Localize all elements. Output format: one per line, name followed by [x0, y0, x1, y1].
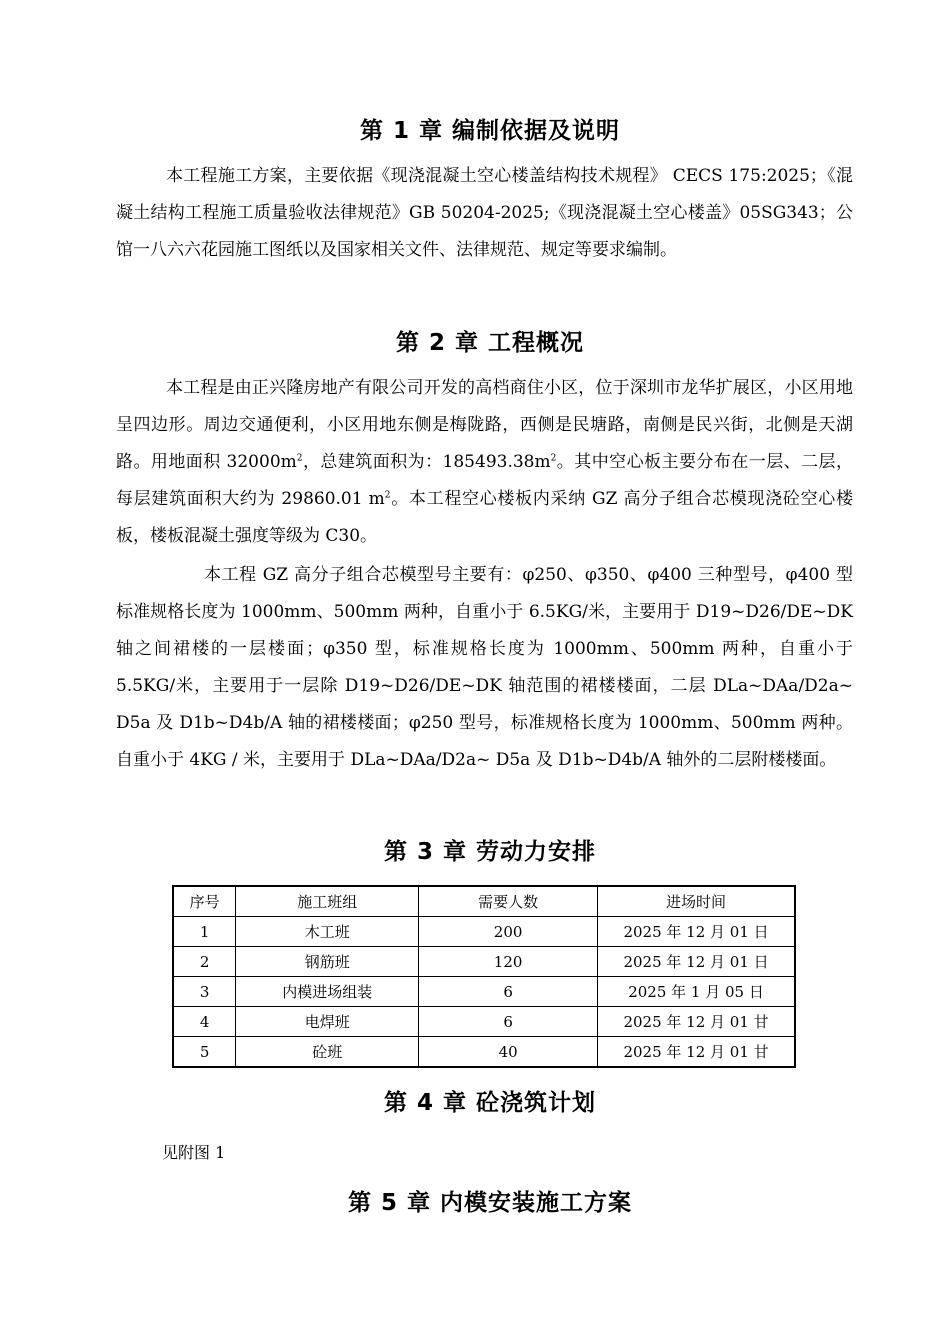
cell-entry-date: 2025 年 1 月 05 日 [598, 977, 795, 1007]
table-header-row [173, 886, 795, 917]
cell-headcount: 40 [419, 1037, 598, 1068]
chapter-2-title: 第 2 章 工程概况 [395, 330, 585, 356]
cell-headcount: 120 [419, 947, 598, 977]
cell-entry-date: 2025 年 12 月 01 甘 [598, 1037, 795, 1068]
labor-table [172, 885, 796, 1068]
cell-team: 钢筋班 [236, 947, 419, 977]
chapter-1-body: 本工程施工方案，主要依据《现浇混凝土空心楼盖结构技术规程》 CECS 175:2025；《混凝土结构工程施工质量验收法律规范》GB 50204-2025;《现浇混凝土空心楼盖》05SG343；公馆一八六六花园施工图纸以及国家相关文件、法律规范、规定等要求编制。 [116, 166, 853, 260]
chapter-2-paragraph-1: 本工程是由正兴隆房地产有限公司开发的高档商住小区，位于深圳市龙华扩展区，小区用地呈四边形。周边交通便利，小区用地东侧是梅陇路，西侧是民塘路，南侧是民兴街，北侧是天湖路。用地面积 $32000m^2$，总建筑面积为：$185493.38m^2$。其中空心板主要分布在一层、二层，每层建筑面积大约为 29860.01 $m^2$。本工程空心楼板内采纳 GZ 高分子组合芯模现浇砼空心楼板，楼板混凝土强度等级为 C30。 [116, 378, 853, 546]
cell-team: 木工班 [236, 917, 419, 947]
cell-headcount: 6 [419, 977, 598, 1007]
cell-seq: 5 [173, 1037, 236, 1068]
cell-headcount: 200 [419, 917, 598, 947]
chapter-3-title: 第 3 章 劳动力安排 [383, 839, 597, 865]
table-row [173, 917, 795, 947]
chapter-1-title: 第 1 章 编制依据及说明 [359, 118, 621, 144]
cell-team: 电焊班 [236, 1007, 419, 1037]
chapter-4-body: 见附图 1 [162, 1143, 226, 1162]
cell-team: 内模进场组装 [236, 977, 419, 1007]
cell-seq: 3 [173, 977, 236, 1007]
header-seq: 序号 [173, 886, 236, 917]
cell-entry-date: 2025 年 12 月 01 甘 [598, 1007, 795, 1037]
chapter-5-title: 第 5 章 内模安装施工方案 [347, 1190, 633, 1216]
header-team: 施工班组 [236, 886, 419, 917]
table-row [173, 947, 795, 977]
cell-entry-date: 2025 年 12 月 01 日 [598, 917, 795, 947]
table-row [173, 1007, 795, 1037]
cell-seq: 4 [173, 1007, 236, 1037]
cell-entry-date: 2025 年 12 月 01 日 [598, 947, 795, 977]
header-headcount: 需要人数 [419, 886, 598, 917]
cell-team: 砼班 [236, 1037, 419, 1068]
chapter-4-title: 第 4 章 砼浇筑计划 [383, 1090, 597, 1116]
table-row [173, 1037, 795, 1068]
cell-seq: 2 [173, 947, 236, 977]
chapter-2-paragraph-2: 本工程 GZ 高分子组合芯模型号主要有：φ250、φ350、φ400 三种型号，φ400 型标准规格长度为 1000mm、500mm 两种，自重小于 6.5KG/米，主要用于 D19~D26/DE~DK 轴之间裙楼的一层楼面；φ350 型，标准规格长度为 1000mm、500mm 两种，自重小于 5.5KG/米，主要用于一层除 D19~D26/DE~DK 轴范围的裙楼楼面，二层 DLa~DAa/D2a~ D5a 及 D1b~D4b/A 轴的裙楼楼面；φ250 型号，标准规格长度为 1000mm、500mm 两种。自重小于 4KG / 米，主要用于 DLa~DAa/D2a~ D5a 及 D1b~D4b/A 轴外的二层附楼楼面。 [116, 565, 853, 770]
table-row [173, 977, 795, 1007]
header-entry-date: 进场时间 [598, 886, 795, 917]
cell-seq: 1 [173, 917, 236, 947]
cell-headcount: 6 [419, 1007, 598, 1037]
